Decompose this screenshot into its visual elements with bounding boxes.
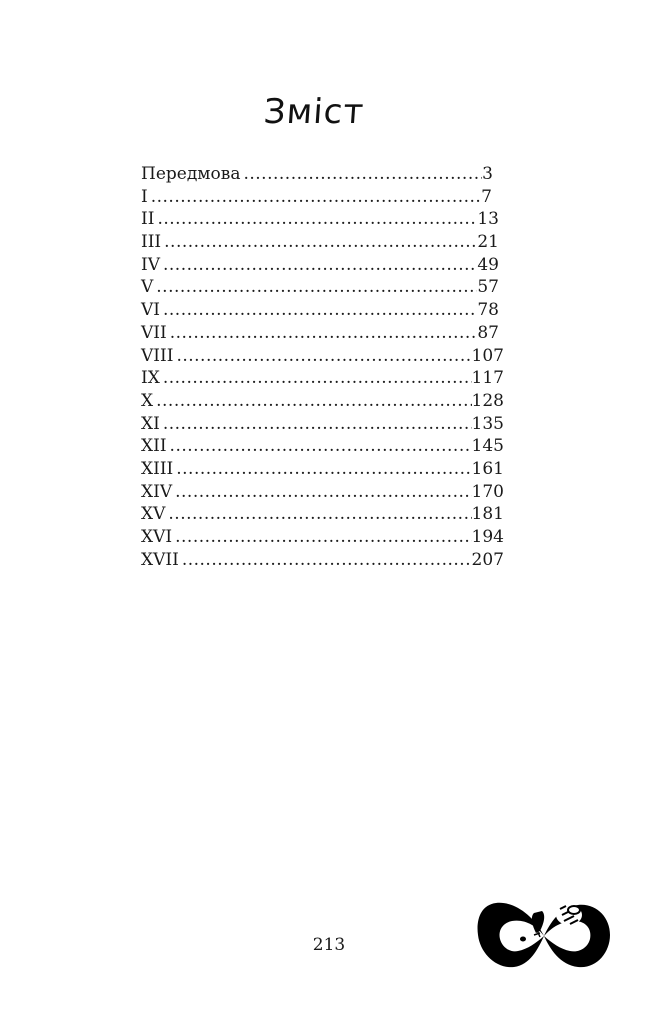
toc-entry [141, 299, 499, 322]
toc-entry-label: II [141, 209, 155, 230]
toc-entry [141, 231, 499, 254]
toc-dot-leader [170, 322, 478, 345]
toc-dot-leader [163, 299, 477, 322]
toc-entry [141, 458, 504, 481]
toc-entry-page: 135 [471, 413, 504, 434]
toc-entry-page: 117 [471, 368, 504, 389]
toc-entry-label: XV [141, 504, 166, 525]
toc-dot-leader [163, 367, 472, 390]
toc-entry [141, 322, 499, 345]
toc-entry [141, 163, 493, 186]
toc-entry-page: 49 [477, 254, 499, 275]
toc-entry-page: 3 [482, 164, 493, 184]
toc-dot-leader [157, 208, 477, 231]
infinity-snake-icon [474, 895, 614, 977]
toc-entry [141, 254, 499, 277]
toc-entry [141, 481, 504, 504]
toc-dot-leader [182, 549, 472, 572]
toc-entry-page: 161 [471, 458, 504, 479]
toc-entry-page: 194 [471, 527, 504, 547]
toc-entry-label: XII [141, 436, 167, 457]
toc-entry-label: IV [141, 254, 160, 275]
toc-dot-leader [175, 526, 471, 549]
toc-dot-leader [176, 458, 471, 481]
toc-entry [141, 526, 504, 549]
toc-entry [141, 435, 504, 458]
toc-entry-page: 170 [471, 481, 504, 502]
toc-entry [141, 276, 499, 299]
table-of-contents [141, 163, 504, 571]
toc-entry [141, 186, 492, 209]
toc-entry [141, 413, 504, 436]
page-title: Зміст [262, 92, 366, 132]
toc-entry [141, 503, 504, 526]
toc-dot-leader [163, 254, 477, 277]
toc-entry-label: VIII [141, 345, 174, 366]
toc-entry-label: XIII [141, 458, 174, 479]
toc-entry [141, 367, 504, 390]
toc-entry-page: 207 [471, 549, 504, 570]
toc-entry-label: X [141, 390, 154, 411]
toc-entry-label: VI [141, 300, 160, 321]
toc-entry-label: V [141, 277, 154, 298]
toc-dot-leader [170, 435, 472, 458]
toc-entry-label: III [141, 232, 162, 253]
toc-dot-leader [164, 231, 477, 254]
toc-entry-page: 57 [477, 277, 499, 298]
toc-entry-label: XVI [141, 527, 173, 547]
toc-entry-page: 21 [477, 232, 499, 253]
toc-dot-leader [168, 503, 471, 526]
toc-dot-leader [243, 163, 482, 186]
toc-entry-page: 7 [481, 186, 492, 207]
toc-dot-leader [176, 345, 471, 368]
toc-entry-page: 13 [477, 209, 499, 230]
toc-entry-label: XI [141, 413, 160, 434]
toc-entry [141, 345, 504, 368]
toc-dot-leader [175, 481, 471, 504]
toc-entry-label: VII [141, 322, 167, 343]
toc-entry-label: Передмова [141, 164, 241, 184]
toc-entry-page: 78 [477, 300, 499, 321]
toc-dot-leader [156, 276, 477, 299]
toc-dot-leader [156, 390, 471, 413]
toc-dot-leader [151, 186, 481, 209]
toc-entry-page: 107 [471, 345, 504, 366]
toc-entry-label: I [141, 186, 148, 207]
toc-entry-label: XVII [141, 549, 179, 570]
toc-entry-page: 145 [471, 436, 504, 457]
page-number: 213 [312, 935, 346, 955]
toc-entry-label: XIV [141, 481, 173, 502]
toc-dot-leader [163, 413, 472, 436]
toc-entry [141, 208, 499, 231]
toc-entry-label: IX [141, 368, 160, 389]
toc-entry [141, 549, 504, 572]
toc-entry-page: 181 [471, 504, 504, 525]
toc-entry-page: 128 [471, 390, 504, 411]
toc-entry [141, 390, 504, 413]
toc-entry-page: 87 [477, 322, 499, 343]
